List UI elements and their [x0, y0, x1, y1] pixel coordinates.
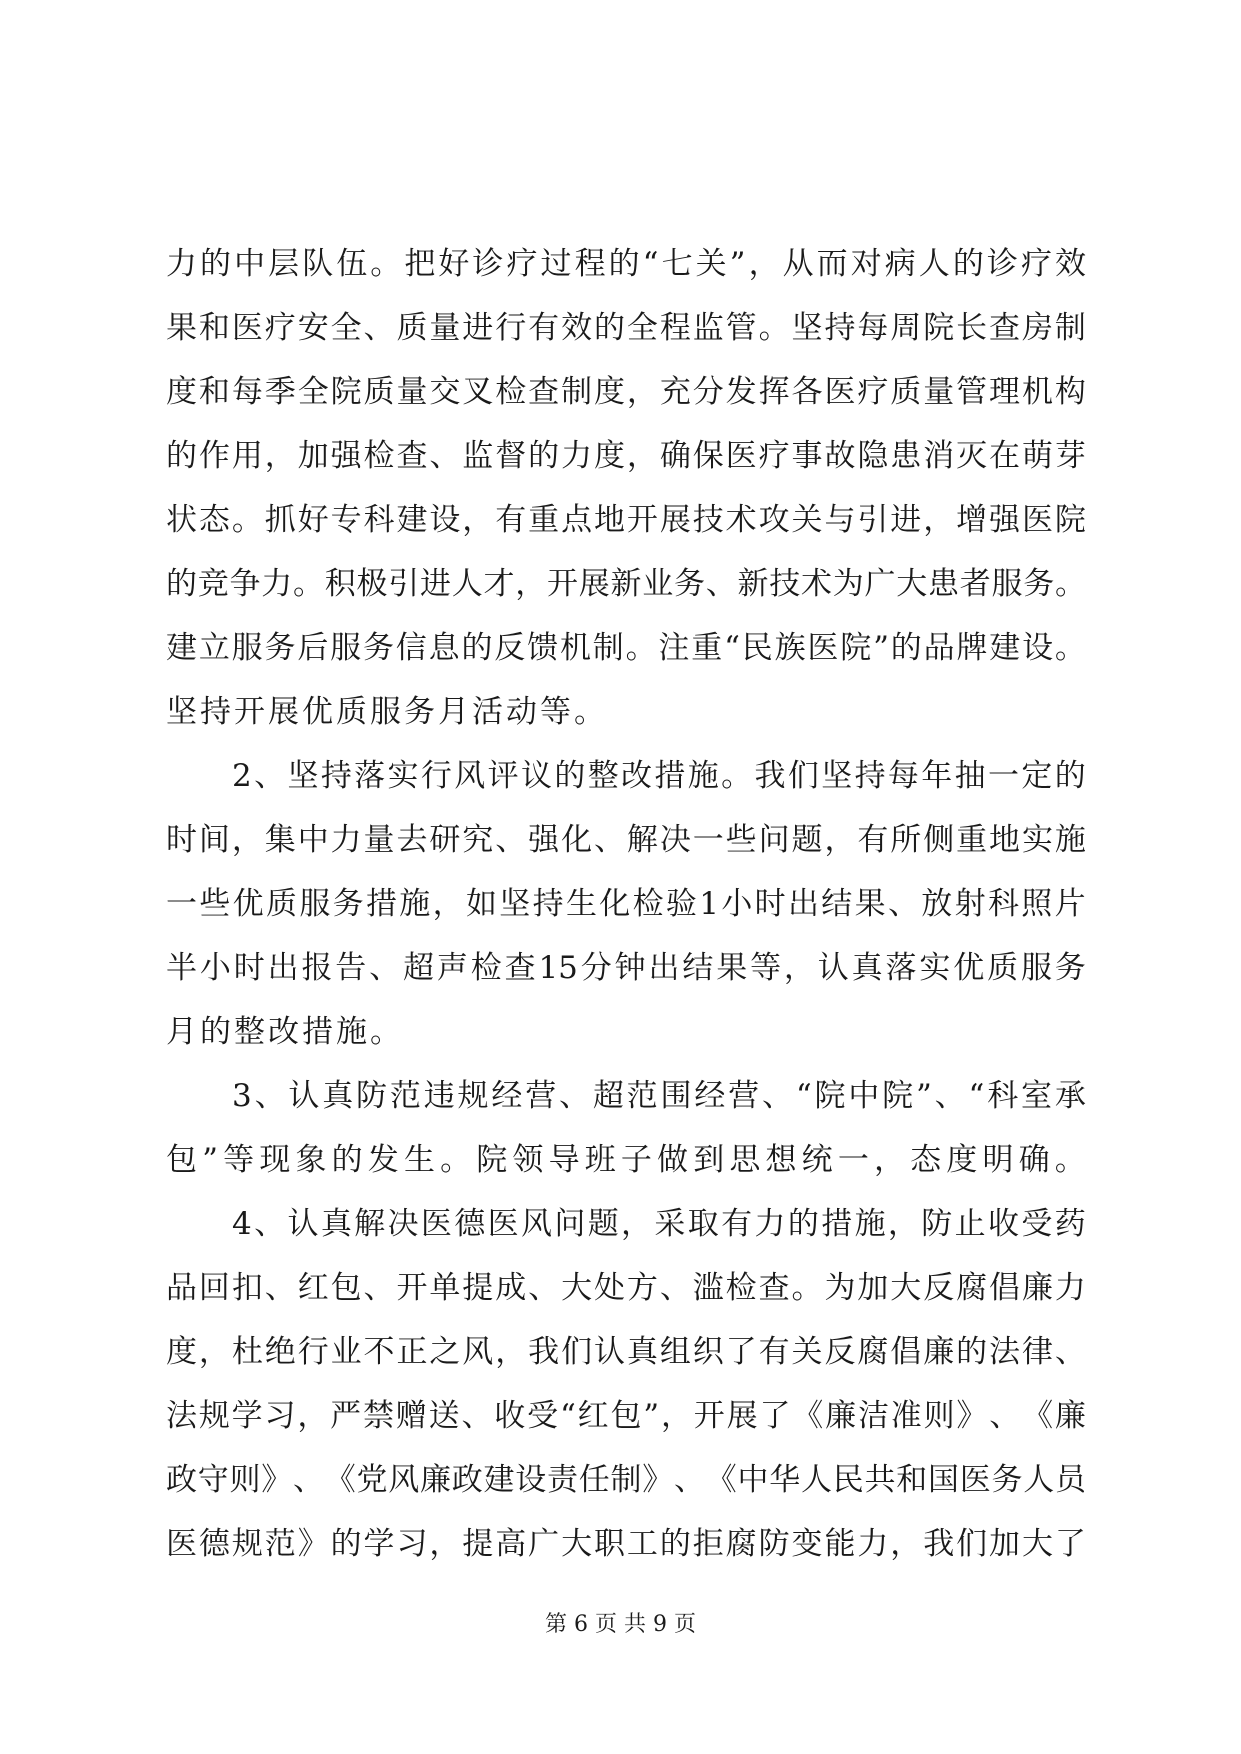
text-line: 建 立 服 务 后 服 务 信 息 的 反 馈 机 制 。 注 重 “ 民 族 医 院 ” 的 品 牌 建 设 。 [166, 630, 1086, 666]
text-line: 时 间 ， 集 中 力 量 去 研 究 、 强 化 、 解 决 一 些 问 题 ， 有 所 侧 重 地 实 施 [166, 822, 1086, 858]
text-line: 度 和 每 季 全 院 质 量 交 叉 检 查 制 度 ， 充 分 发 挥 各 医 疗 质 量 管 理 机 构 [166, 374, 1086, 410]
text-line: 一 些 优 质 服 务 措 施 ， 如 坚 持 生 化 检 验 1 小 时 出 结 果 、 放 射 科 照 片 [166, 886, 1086, 922]
text-line: 3 、 认 真 防 范 违 规 经 营 、 超 范 围 经 营 、 “ 院 中 院 ” 、 “ 科 室 承 [232, 1078, 1086, 1114]
text-line: 4 、 认 真 解 决 医 德 医 风 问 题 ， 采 取 有 力 的 措 施 ， 防 止 收 受 药 [232, 1206, 1086, 1242]
text-line: 半 小 时 出 报 告 、 超 声 检 查 15 分 钟 出 结 果 等 ， 认 真 落 实 优 质 服 务 [166, 950, 1086, 986]
text-line: 的 竞 争 力 。 积 极 引 进 人 才 ， 开 展 新 业 务 、 新 技 术 为 广 大 患 者 服 务 。 [166, 566, 1086, 602]
body-text [166, 232, 1086, 1576]
page-footer: 第 6 页 共 9 页 [545, 1612, 696, 1637]
text-line: 2 、 坚 持 落 实 行 风 评 议 的 整 改 措 施 。 我 们 坚 持 每 年 抽 一 定 的 [232, 758, 1086, 794]
text-line: 状 态 。 抓 好 专 科 建 设 ， 有 重 点 地 开 展 技 术 攻 关 与 引 进 ， 增 强 医 院 [166, 502, 1086, 538]
text-line: 品 回 扣 、 红 包 、 开 单 提 成 、 大 处 方 、 滥 检 查 。 为 加 大 反 腐 倡 廉 力 [166, 1270, 1086, 1306]
text-line: 法 规 学 习 ， 严 禁 赠 送 、 收 受 “ 红 包 ” ， 开 展 了 《 廉 洁 准 则 》 、 《 廉 [166, 1398, 1086, 1434]
text-line: 政 守 则 》 、 《 党 风 廉 政 建 设 责 任 制 》 、 《 中 华 人 民 共 和 国 医 务 人 员 [166, 1462, 1086, 1498]
text-line: 坚持开展优质服务月活动等。 [166, 694, 608, 730]
text-line: 力 的 中 层 队 伍 。 把 好 诊 疗 过 程 的 “ 七 关 ” ， 从 而 对 病 人 的 诊 疗 效 [166, 246, 1086, 282]
text-line: 月的整改措施。 [166, 1014, 404, 1050]
text-line: 医 德 规 范 》 的 学 习 ， 提 高 广 大 职 工 的 拒 腐 防 变 能 力 ， 我 们 加 大 了 [166, 1526, 1086, 1562]
text-line: 的 作 用 ， 加 强 检 查 、 监 督 的 力 度 ， 确 保 医 疗 事 故 隐 患 消 灭 在 萌 芽 [166, 438, 1086, 474]
text-line: 度 ， 杜 绝 行 业 不 正 之 风 ， 我 们 认 真 组 织 了 有 关 反 腐 倡 廉 的 法 律 、 [166, 1334, 1086, 1370]
text-line: 包 ” 等 现 象 的 发 生 。 院 领 导 班 子 做 到 思 想 统 一 ， 态 度 明 确 。 [166, 1142, 1086, 1178]
text-line: 果 和 医 疗 安 全 、 质 量 进 行 有 效 的 全 程 监 管 。 坚 持 每 周 院 长 查 房 制 [166, 310, 1086, 346]
